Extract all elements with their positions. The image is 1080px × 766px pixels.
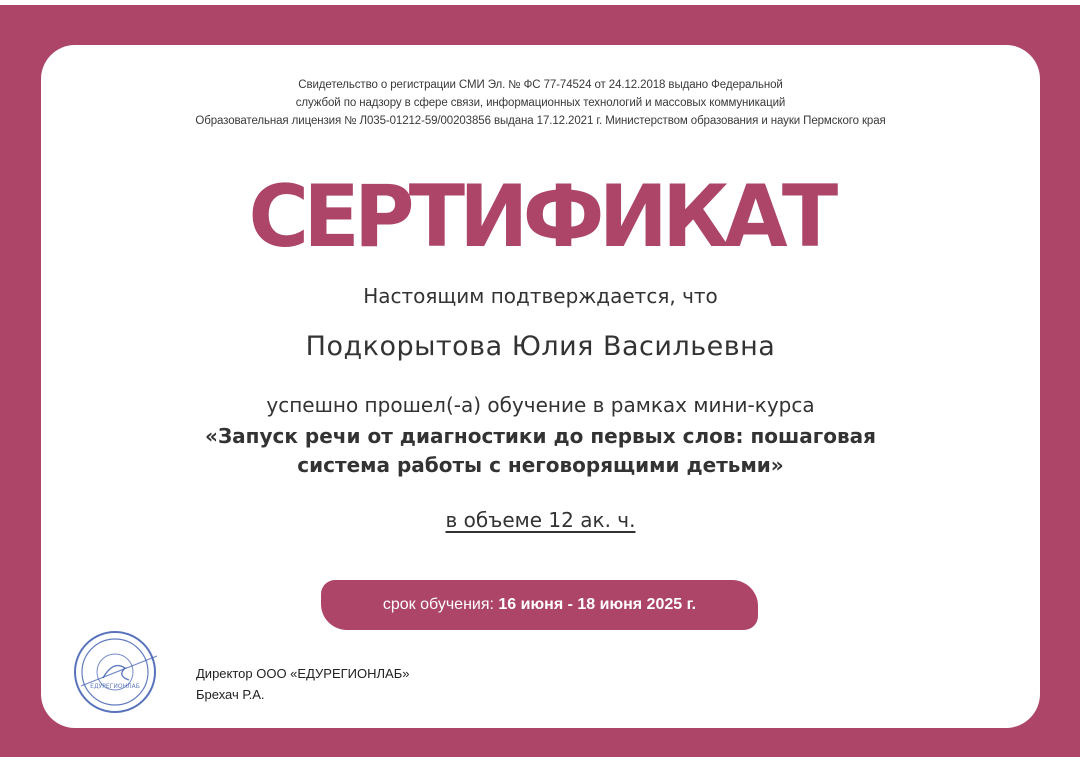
registration-line-2: службой по надзору в сфере связи, информационных технологий и массовых коммуникаций <box>295 97 786 109</box>
director-name: Брехач Р.А. <box>196 687 265 702</box>
director-title: Директор ООО «ЕДУРЕГИОНЛАБ» <box>196 666 410 681</box>
registration-info <box>41 76 1040 130</box>
course-title-line-2: система работы с неговорящими детьми» <box>297 453 784 477</box>
license-line: Образовательная лицензия № Л035-01212-59/00203856 выдана 17.12.2021 г. Министерством образования и науки Пермского края <box>195 115 886 127</box>
svg-text:ЕДУРЕГИОНЛАБ: ЕДУРЕГИОНЛАБ <box>90 683 140 690</box>
certificate-card <box>41 45 1040 728</box>
hours-volume-text: в объеме 12 ак. ч. <box>445 508 636 532</box>
passed-text: успешно прошел(-а) обучение в рамках мини-курса <box>266 393 815 417</box>
study-term-badge <box>321 580 758 630</box>
certificate-title: СЕРТИФИКАТ <box>248 167 833 267</box>
study-term-dates: 16 июня - 18 июня 2025 г. <box>498 596 697 613</box>
course-title-line-1: «Запуск речи от диагностики до первых слов: пошаговая <box>205 424 876 448</box>
confirm-text: Настоящим подтверждается, что <box>363 284 718 308</box>
director-signature-block <box>196 663 409 705</box>
hours-volume <box>41 508 1040 532</box>
recipient-name: Подкорытова Юлия Васильевна <box>305 331 776 362</box>
seal-stamp <box>73 630 157 714</box>
study-term-label: срок обучения: <box>382 596 494 613</box>
course-title <box>41 422 1040 480</box>
registration-line-1: Свидетельство о регистрации СМИ Эл. № ФС 77-74524 от 24.12.2018 выдано Федеральной <box>298 79 783 91</box>
